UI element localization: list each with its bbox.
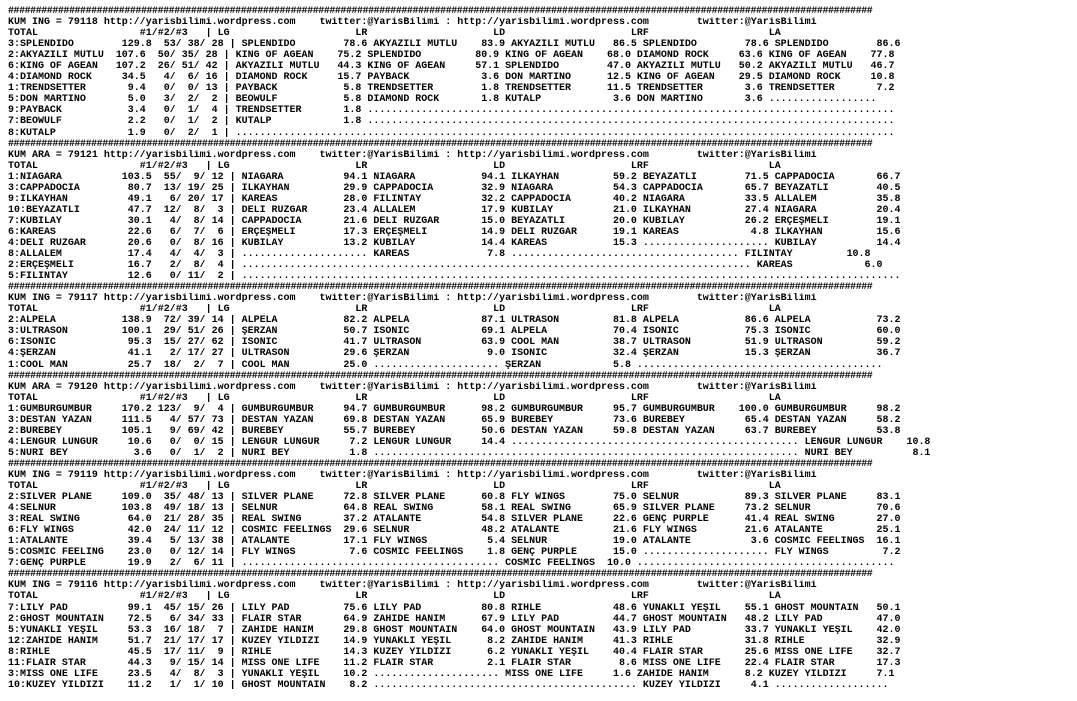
result-row: 5:COSMIC FEELING 23.0 0/ 12/ 14 | FLY WINGS 7.6 COSMIC FEELINGS 1.8 GENÇ PURPLE 15.0 ..................... FLY WINGS 7.2 (8, 547, 901, 559)
result-row: 8:RIHLE 45.5 17/ 11/ 9 | RIHLE 14.3 KUZEY YILDIZI 6.2 YUNAKLI YEŞİL 40.4 FLAIR STAR 25.6 MISS ONE LIFE 32.7 (8, 646, 901, 658)
result-row: 3:REAL SWING 64.0 21/ 28/ 35 | REAL SWING 37.2 ATALANTE 54.8 SILVER PLANE 22.6 GENÇ PURPLE 41.4 REAL SWING 27.0 (8, 514, 901, 526)
result-row: 5:YUNAKLI YEŞİL 53.3 16/ 18/ 7 | ZAHİDE HANIM 29.8 GHOST MOUNTAIN 64.0 GHOST MOUNTAIN 43.9 LILY PAD 33.7 YUNAKLI YEŞİL 42.0 (8, 624, 901, 636)
result-row: 1:COOL MAN 25.7 18/ 2/ 7 | COOL MAN 25.0 ..................... ŞERZAN 5.8 ......................................... (8, 359, 883, 371)
result-row: 7:KUBİLAY 30.1 4/ 8/ 14 | CAPPADOCIA 21.6 DELİ RÜZGAR 15.0 BEYAZATLI 20.0 KUBİLAY 26.2 ERÇEŞMELİ 19.1 (8, 215, 901, 227)
column-header-line: TOTAL #1/#2/#3 | LG LR LD LRF LA (8, 481, 781, 493)
race-header-line: KUM ING = 79119 http://yarisbilimi.wordpress.com twitter:@YarisBilimi : http://yarisbilimi.wordpress.com twitter:@YarisBilimi (8, 469, 817, 481)
result-row: 1:GÜMBÜRGÜMBÜR 170.2 123/ 9/ 4 | GÜMBÜRGÜMBÜR 94.7 GÜMBÜRGÜMBÜR 98.2 GÜMBÜRGÜMBÜR 95.7 GÜMBÜRGÜMBÜR 100.0 GÜMBÜRGÜMBÜR 98.2 (8, 403, 901, 415)
separator-line: ############################################################################################################################################################ (8, 282, 873, 294)
result-row: 6:KAREAS 22.6 6/ 7/ 6 | ERÇEŞMELİ 17.3 ERÇEŞMELİ 14.9 DELİ RÜZGAR 19.1 KAREAS 4.8 İLKAYHAN 15.6 (8, 226, 901, 238)
result-row: 5:FİLİNTAY 12.6 0/ 11/ 2 | .............................................................................................................. (8, 271, 901, 283)
race-header-line: KUM ING = 79118 http://yarisbilimi.wordpress.com twitter:@YarisBilimi : http://yarisbilimi.wordpress.com twitter:@YarisBilimi (8, 17, 817, 29)
result-row: 3:DESTAN YAZAN 111.5 4/ 57/ 73 | DESTAN YAZAN 69.8 DESTAN YAZAN 65.9 BÜREBEY 73.6 BÜREBEY 65.4 DESTAN YAZAN 58.2 (8, 414, 901, 426)
result-row: 4:DELİ RÜZGAR 20.6 0/ 8/ 16 | KUBİLAY 13.2 KUBİLAY 14.4 KAREAS 15.3 ..................... KUBİLAY 14.4 (8, 237, 901, 249)
result-row: 2:BÜREBEY 105.1 9/ 69/ 42 | BÜREBEY 55.7 BÜREBEY 50.6 DESTAN YAZAN 59.8 DESTAN YAZAN 63.7 BÜREBEY 53.8 (8, 425, 901, 437)
race-header-line: KUM ING = 79117 http://yarisbilimi.wordpress.com twitter:@YarisBilimi : http://yarisbilimi.wordpress.com twitter:@YarisBilimi (8, 293, 817, 305)
result-row: 4:LENGÜR LÜNGÜR 10.6 0/ 0/ 15 | LENGÜR LÜNGÜR 7.2 LENGÜR LÜNGÜR 14.4 ................................................ LENGÜR LÜNGÜR 10.8 (8, 436, 931, 448)
result-row: 2:SILVER PLANE 109.0 35/ 48/ 13 | SILVER PLANE 72.8 SILVER PLANE 60.8 FLY WINGS 75.0 SELNUR 89.3 SILVER PLANE 83.1 (8, 492, 901, 504)
column-header-line: TOTAL #1/#2/#3 | LG LR LD LRF LA (8, 392, 781, 404)
result-row: 9:İLKAYHAN 49.1 6/ 20/ 17 | KAREAS 28.0 FİLİNTAY 32.2 CAPPADOCIA 40.2 NİAGARA 33.5 ALLALEM 35.8 (8, 193, 901, 205)
result-row: 6:ISONIC 95.3 15/ 27/ 62 | ISONIC 41.7 ULTRASON 63.9 COOL MAN 38.7 ULTRASON 51.9 ULTRASON 59.2 (8, 337, 901, 349)
result-row: 1:ATALANTE 39.4 5/ 13/ 38 | ATALANTE 17.1 FLY WINGS 5.4 SELNUR 19.0 ATALANTE 3.6 COSMIC FEELINGS 16.1 (8, 536, 901, 548)
result-row: 3:MISS ONE LIFE 23.5 4/ 8/ 3 | YUNAKLI YEŞİL 10.2 ..................... MISS ONE LIFE 1.6 ZAHİDE HANIM 8.2 KUZEY YILDIZI 7.1 (8, 668, 895, 680)
separator-line: ############################################################################################################################################################ (8, 370, 873, 382)
separator-line: ############################################################################################################################################################ (8, 138, 873, 150)
result-row: 7:BEOWULF 2.2 0/ 1/ 2 | KUTALP 1.8 ........................................................................................ (8, 116, 895, 128)
race-header-line: KUM ARA = 79120 http://yarisbilimi.wordpress.com twitter:@YarisBilimi : http://yarisbilimi.wordpress.com twitter:@YarisBilimi (8, 381, 817, 393)
race-header-line: KUM ARA = 79121 http://yarisbilimi.wordpress.com twitter:@YarisBilimi : http://yarisbilimi.wordpress.com twitter:@YarisBilimi (8, 149, 817, 161)
result-row: 5:NURİ BEY 3.6 0/ 1/ 2 | NURİ BEY 1.8 ....................................................................... NURİ BEY 8.1 (8, 447, 931, 459)
column-header-line: TOTAL #1/#2/#3 | LG LR LD LRF LA (8, 28, 781, 40)
result-row: 6:FLY WINGS 42.0 24/ 11/ 12 | COSMIC FEELINGS 29.6 SELNUR 48.2 ATALANTE 21.6 FLY WINGS 21.6 ATALANTE 25.1 (8, 525, 901, 537)
result-row: 7:LILY PAD 99.1 45/ 15/ 26 | LILY PAD 75.6 LILY PAD 80.8 RIHLE 48.6 YUNAKLI YEŞİL 55.1 GHOST MOUNTAIN 50.1 (8, 602, 901, 614)
column-header-line: TOTAL #1/#2/#3 | LG LR LD LRF LA (8, 304, 781, 316)
result-row: 4:DIAMOND ROCK 34.5 4/ 6/ 16 | DIAMOND ROCK 15.7 PAYBACK 3.6 DON MARTINO 12.5 KING OF AGEAN 29.5 DIAMOND ROCK 10.8 (8, 72, 895, 84)
result-row: 6:KING OF AGEAN 107.2 26/ 51/ 42 | AKYAZILI MUTLU 44.3 KING OF AGEAN 57.1 SPLENDIDO 47.0 AKYAZILI MUTLU 50.2 AKYAZILI MUTLU 46.7 (8, 61, 895, 73)
result-row: 2:AKYAZILI MUTLU 107.6 50/ 35/ 28 | KING OF AGEAN 75.2 SPLENDIDO 80.9 KING OF AGEAN 68.0 DIAMOND ROCK 63.6 KING OF AGEAN 77.8 (8, 50, 895, 62)
result-row: 11:FLAIR STAR 44.3 9/ 15/ 14 | MISS ONE LIFE 11.2 FLAIR STAR 2.1 FLAIR STAR 8.6 MISS ONE LIFE 22.4 FLAIR STAR 17.3 (8, 657, 901, 669)
result-row: 7:GENÇ PURPLE 19.9 2/ 6/ 11 | ........................................... COSMIC FEELINGS 10.0 ........................................... (8, 558, 895, 570)
result-row: 8:ALLALEM 17.4 4/ 4/ 3 | ..................... KAREAS 7.8 ...................................... FİLİNTAY 10.8 (8, 249, 871, 261)
result-row: 1:NİAGARA 103.5 55/ 9/ 12 | NİAGARA 94.1 NİAGARA 94.1 İLKAYHAN 59.2 BEYAZATLI 71.5 CAPPADOCIA 66.7 (8, 171, 901, 183)
result-row: 1:TRENDSETTER 9.4 0/ 0/ 13 | PAYBACK 5.8 TRENDSETTER 1.8 TRENDSETTER 11.5 TRENDSETTER 3.6 TRENDSETTER 7.2 (8, 83, 895, 95)
result-row: 3:ULTRASON 100.1 29/ 51/ 26 | ŞERZAN 50.7 ISONIC 69.1 ALPELA 70.4 ISONIC 75.3 ISONIC 60.0 (8, 326, 901, 338)
result-row: 8:KUTALP 1.9 0/ 2/ 1 | .............................................................................................................. (8, 127, 895, 139)
separator-line: ############################################################################################################################################################ (8, 6, 873, 17)
result-row: 10:BEYAZATLI 47.7 12/ 8/ 3 | DELİ RÜZGAR 23.4 ALLALEM 17.9 KUBİLAY 21.0 İLKAYHAN 27.4 NİAGARA 20.4 (8, 204, 901, 216)
result-row: 3:SPLENDIDO 129.8 53/ 38/ 28 | SPLENDIDO 78.6 AKYAZILI MUTLU 83.9 AKYAZILI MUTLU 86.5 SPLENDIDO 78.6 SPLENDIDO 86.6 (8, 39, 901, 51)
race-header-line: KUM ING = 79116 http://yarisbilimi.wordpress.com twitter:@YarisBilimi : http://yarisbilimi.wordpress.com twitter:@YarisBilimi (8, 580, 817, 592)
separator-line: ############################################################################################################################################################ (8, 569, 873, 581)
result-row: 2:GHOST MOUNTAIN 72.5 6/ 34/ 33 | FLAIR STAR 64.9 ZAHİDE HANIM 67.9 LILY PAD 44.7 GHOST MOUNTAIN 48.2 LILY PAD 47.0 (8, 613, 901, 625)
result-row: 10:KUZEY YILDIZI 11.2 1/ 1/ 10 | GHOST MOUNTAIN 8.2 ............................................ KUZEY YILDIZI 4.1 ................... (8, 679, 889, 691)
result-row: 4:ŞERZAN 41.1 2/ 17/ 27 | ULTRASON 29.6 ŞERZAN 9.0 ISONIC 32.4 ŞERZAN 15.3 ŞERZAN 36.7 (8, 348, 901, 360)
result-row: 12:ZAHİDE HANIM 51.7 21/ 17/ 17 | KUZEY YILDIZI 14.9 YUNAKLI YEŞİL 8.2 ZAHİDE HANIM 41.3 RIHLE 31.8 RIHLE 32.9 (8, 635, 901, 647)
column-header-line: TOTAL #1/#2/#3 | LG LR LD LRF LA (8, 160, 781, 172)
result-row: 9:PAYBACK 3.4 0/ 1/ 4 | TRENDSETTER 1.8 ........................................................................................ (8, 105, 895, 117)
column-header-line: TOTAL #1/#2/#3 | LG LR LD LRF LA (8, 591, 781, 603)
result-row: 5:DON MARTINO 5.0 3/ 2/ 2 | BEOWULF 5.8 DIAMOND ROCK 1.8 KUTALP 3.6 DON MARTINO 3.6 .................. (8, 94, 877, 106)
separator-line: ############################################################################################################################################################ (8, 458, 873, 470)
result-row: 4:SELNUR 103.8 49/ 18/ 13 | SELNUR 64.8 REAL SWING 58.1 REAL SWING 65.9 SILVER PLANE 73.2 SELNUR 70.6 (8, 503, 901, 515)
result-row: 2:ALPELA 138.9 72/ 39/ 14 | ALPELA 82.2 ALPELA 87.1 ULTRASON 81.8 ALPELA 86.6 ALPELA 73.2 (8, 315, 901, 327)
result-row: 2:ERÇEŞMELİ 16.7 2/ 8/ 4 | ..................................................................................... KAREAS 6.0 (8, 260, 883, 272)
result-row: 3:CAPPADOCIA 80.7 13/ 19/ 25 | İLKAYHAN 29.9 CAPPADOCIA 32.9 NİAGARA 54.3 CAPPADOCIA 65.7 BEYAZATLI 40.5 (8, 182, 901, 194)
